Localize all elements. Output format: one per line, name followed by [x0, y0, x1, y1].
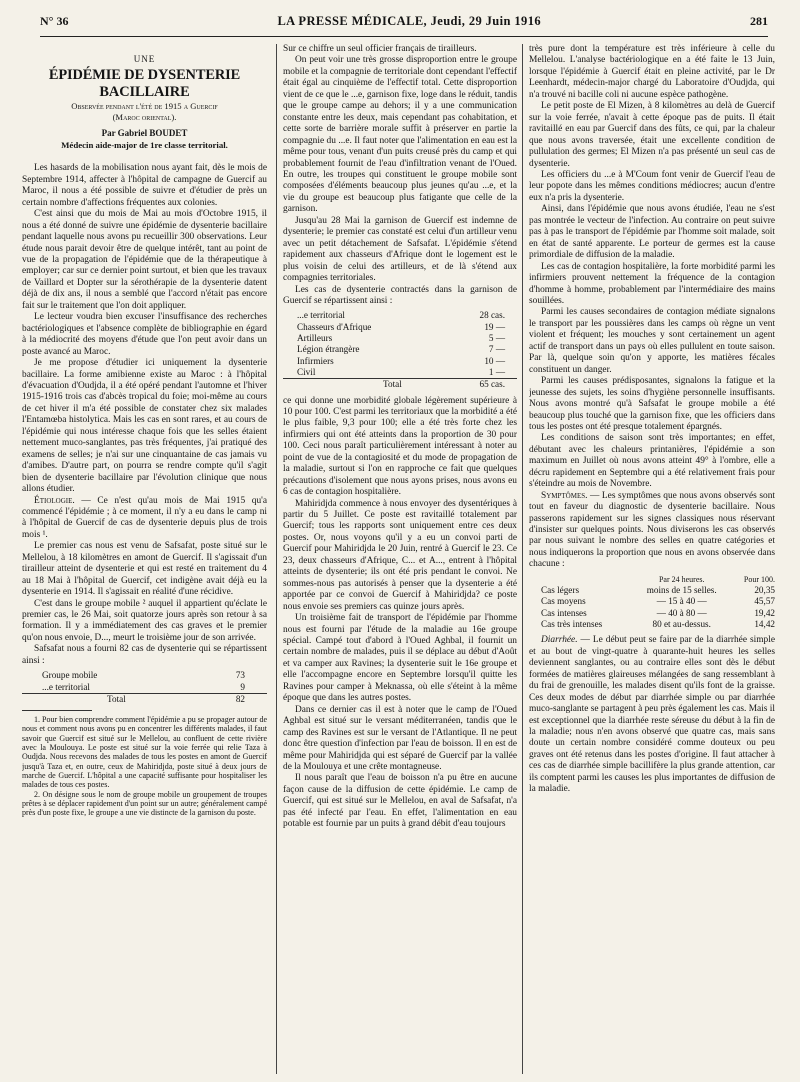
table-total-label: Total — [22, 693, 210, 705]
table-cell-value: 5 — — [488, 333, 505, 344]
paragraph: Parmi les causes prédisposantes, signalons la fatigue et la jeunesse des sujets, les soins d'hygiène personnelle insuffisants. Nous avons montré qu'à Safsafat le groupe mobile a été beaucoup plus touché que la garnison fixe, que les officiers dans tous les postes ont été presque totalement épargnés. — [529, 376, 775, 432]
paragraph-text: — Les symptômes que nous avons observés sont tout en faveur du diagnostic de dysenterie bacillaire. Nous passerons rapidement sur les signes classiques nous réservant d'insister sur quelques points. Nous diviserons les cas observés par nous suivant le nombre des selles en quatre catégories et nous indiquerons la proportion que nous en avons observée dans chacune : — [529, 490, 775, 570]
table-cell-value: 1 — — [488, 366, 505, 377]
table-cell-range: 80 et au-dessus. — [652, 619, 711, 630]
paragraph: Le petit poste de El Mizen, à 8 kilomètres au delà de Guercif sur la voie ferrée, n'avait à cette époque pas de puits. Il était ravitaillé en eau par Guercif dans des fûts, ce qui, par la chaleur que nous avons traversée, était une excellente condition de pullulation des germes; El Mizen n'a pas présenté un seul cas de dysenterie. — [529, 101, 775, 169]
table-row — [529, 608, 775, 619]
table-cell-label: Artilleurs — [297, 333, 333, 344]
paragraph: C'est ainsi que du mois de Mai au mois d'Octobre 1915, il nous a été donné de suivre une épidémie de dysenterie bacillaire pendant laquelle nous avons pu recueillir 300 observations. Leur étude nous parait devoir être de quelque intérêt, tant au point de vue de la propagation de l'épidémie que de la thérapeutique à employer; car sur ce dernier point surtout, et bien que les travaux de Vaillard et Dopter sur la sérothérapie de la dysenterie datent déjà de dix ans, il nous a semblé que l'accord n'était pas encore fait sur le traitement que l'on doit appliquer. — [22, 209, 267, 311]
page-number: 281 — [749, 14, 768, 28]
article-kicker: UNE — [133, 54, 156, 64]
table-row — [22, 682, 267, 694]
table-header-row — [529, 574, 775, 585]
table-cell-label: Civil — [297, 366, 316, 377]
table-total-value: 82 — [210, 693, 267, 705]
table-total-row — [283, 379, 517, 391]
paragraph: Il nous paraît que l'eau de boisson n'a pu être en aucune façon cause de la diffusion de cette épidémie. Le camp de Guercif, qui est situé sur le Mellelou, en aval de Safsafat, n'a pas été infecté par l'eau. En effet, l'alimentation en eau potable est fournie par un puits à grand débit d'eau toujours — [283, 773, 517, 830]
table-cell-value: 45,57 — [754, 596, 775, 607]
column-2 — [283, 44, 517, 1074]
table-header: Par 24 heures. — [658, 574, 705, 584]
table-row — [529, 596, 775, 607]
table-cell-value: 10 — — [484, 355, 505, 366]
paragraph: Parmi les causes secondaires de contagion médiate signalons le transport par les poussières dans les camps où règne un vent violent et fréquent; les mouches y sont certainement un agent actif de transport dans un pays où elles pullulent en toute saison. Par là, quelque soin qu'on y apporte, les matières fécales constituent un danger. — [529, 307, 775, 375]
article-author: Par Gabriel BOUDET — [101, 128, 188, 139]
paragraph: Un troisième fait de transport de l'épidémie par l'homme nous est fourni par l'étude de la maladie au 16e groupe spécial. Campé tout d'abord à l'Oued Aghbal, il fournit un certain nombre de malades, puis il se déplace au début d'Août et va camper aux Ravines; la dysenterie suit le 16e groupe et elle l'accompagne encore en Septembre lorsqu'il quitte les Ravines pour camper à Meknassa, où elle s'éteint à la même époque que dans les autres postes. — [283, 613, 517, 704]
paragraph: Le lecteur voudra bien excuser l'insuffisance des recherches bactériologiques et l'absence complète de bibliographie en égard à la médiocrité des moyens d'étude que l'on peut avoir dans un poste avancé au Maroc. — [22, 312, 267, 357]
paragraph: Safsafat nous a fourni 82 cas de dysenterie qui se répartissent ainsi : — [22, 644, 267, 666]
table-cell-label: Cas très intenses — [541, 619, 603, 630]
table-cell-label: Chasseurs d'Afrique — [297, 321, 372, 332]
paragraph: Sur ce chiffre un seul officier français de tirailleurs. — [283, 44, 477, 54]
article-title: ÉPIDÉMIE DE DYSENTERIE BACILLAIRE — [48, 67, 241, 101]
issue-number: N° 36 — [40, 14, 69, 28]
column-rule-1 — [276, 44, 277, 1074]
paragraph: Jusqu'au 28 Mai la garnison de Guercif est indemne de dysenterie; le premier cas constaté est celui d'un artilleur venu avec un petit détachement de Safsafat. L'épidémie s'étend rapidement aux chasseurs d'Afrique dont le logement est le plus voisin de celui des artilleurs, et de là s'étend aux compagnies territoriales. — [283, 215, 517, 284]
footnote: 1. Pour bien comprendre comment l'épidémie a pu se propager autour de nous et comment nous avons pu en concentrer les différents malades, il faut savoir que Guercif est situé sur le Mellelou, au confluent de cette rivière avec la Moulouya. Le poste est situé sur la voie ferrée qui relie Taza à Oudjda. Nous recevons des malades de tous les postes en amont de Guercif jusqu'à Taza et, en outre, ceux de Mahiridjda, poste situé à deux jours de marche de Guercif. L'hôpital a une capacité suffisante pour hospitaliser les malades de tous ces postes. — [22, 715, 267, 790]
table-cell-value: 28 cas. — [479, 310, 505, 321]
table-row — [529, 619, 775, 630]
page-header — [40, 14, 768, 37]
table-cell-label: Cas moyens — [541, 596, 586, 607]
paragraph-etiology — [22, 496, 267, 542]
table-cell-range: — 40 à 80 — — [656, 607, 707, 618]
table-cell-value: 9 — [240, 681, 245, 692]
guercif-cases-table — [283, 310, 517, 390]
section-label: Symptômes. — [541, 490, 588, 501]
table-row — [283, 356, 517, 367]
paragraph-text: — Le début peut se faire par de la diarrhée simple et au bout de vingt-quatre à quarante-huit heures les selles deviennent sanglantes, ou au contraire elles sont dès le début formées de matières glaireuses mélangées de sang ressemblant à du frai de grenouille, les malades disent qu'ils font de la graisse. Ces deux modes de début par diarrhée simple ou par diarrhée muco-sanglante se partagent à peu près également les cas. Mais il est exceptionnel que la diarrhée reste séreuse du début à la fin de la maladie; nous n'en avons observé que quatre cas, mais sans doute un certain nombre considéré comme douteux ou peu graves ont été retenus dans les postes d'origine. Il faut attacher à ces cas de diarrhée simple bacillifère la plus grande attention, car ils comptent parmi les causes les plus importantes de diffusion de la maladie. — [529, 635, 775, 795]
table-total-value: 65 cas. — [461, 379, 517, 391]
column-3 — [529, 44, 775, 1074]
table-cell-label: ...e territorial — [42, 681, 90, 692]
paragraph: ce qui donne une morbidité globale légèrement supérieure à 10 pour 100. C'est parmi les territoriaux que la morbidité a été le plus faible, 9,3 pour 100; elle a été très forte chez les infirmiers qui ont été atteints dans la proportion de 30 pour 100. Ceci nous paraît particulièrement intéressant à noter au point de vue de la contagiosité et du mode de propagation de la maladie, surtout si l'on en rapproche ce fait que quelques précautions d'isolement que nous ayons prises, nous avons eu 6 cas de contagion hospitalière. — [283, 395, 517, 498]
table-cell-value: 7 — — [488, 344, 505, 355]
table-cell-value: 20,35 — [754, 585, 775, 596]
table-cell-range: moins de 15 selles. — [646, 585, 717, 596]
table-row — [283, 367, 517, 379]
table-row — [22, 670, 267, 681]
table-cell-label: Groupe mobile — [42, 670, 98, 681]
table-cell-value: 73 — [235, 670, 245, 681]
journal-title: LA PRESSE MÉDICALE, Jeudi, 29 Juin 1916 — [277, 14, 542, 28]
table-row — [283, 310, 517, 321]
paragraph: Dans ce dernier cas il est à noter que le camp de l'Oued Aghbal est situé sur le versant méditerranéen, tandis que le camp des Ravines est sur le versant de l'Atlantique. Il ne peut donc être question d'infection par l'eau de boisson. Il en est de même pour Mahiridjda qui est séparé de Guercif par la vallée de la Moulouya et une crête montagneuse. — [283, 704, 517, 772]
table-cell-label: Cas légers — [541, 585, 580, 596]
footnotes — [22, 715, 267, 817]
paragraph: Je me propose d'étudier ici uniquement la dysenterie bacillaire. La forme amibienne existe au Maroc : à l'hôpital d'évacuation d'Oudjda, il a été opéré pendant l'automne et l'hiver 1915-1916 trois cas d'abcès tropical du foie; moi-même au cours de cet hiver il m'a été possible de constater chez six malades l'Entamœba histolytica. Mais les cas en sont rares, et au cours de l'épidémie qui nous intéresse chaque fois que les selles étaient nettement muco-sanglantes, pas très fréquentes, j'ai pratiqué des examens de selles; je n'ai sur une cinquantaine de cas jamais vu d'amibes. D'autre part, on pourra se rendre compte qu'il s'agit bien de dysenterie bacillaire par l'évolution clinique que nous allons étudier. — [22, 358, 267, 495]
stool-frequency-table — [529, 574, 775, 630]
table-total-row — [22, 693, 267, 705]
paragraph: Les cas de dysenterie contractés dans la garnison de Guercif se répartissent ainsi : — [283, 284, 517, 306]
column-rule-2 — [522, 44, 523, 1074]
column-1 — [22, 44, 267, 1074]
table-cell-label: ...e territorial — [297, 310, 345, 321]
paragraph: Ainsi, dans l'épidémie que nous avons étudiée, l'eau ne s'est pas montrée le vecteur de l'infection. Au contraire on peut suivre pas à pas le transport de l'épidémie par l'homme soit malade, soit en état de santé apparente. Le porteur de germes est la cause primordiale de diffusion de la maladie. — [529, 204, 775, 261]
paragraph-text: — Ce n'est qu'au mois de Mai 1915 qu'a commencé l'épidémie ; à ce moment, il n'y a eu dans le camp ni à l'hôpital de Guercif de cas de dysenterie depuis plus de trois mois ¹. — [22, 495, 267, 540]
section-label: Diarrhée. — [541, 635, 578, 646]
table-row — [283, 344, 517, 355]
table-row — [283, 333, 517, 344]
paragraph-diarrhea — [529, 635, 775, 795]
paragraph: Les cas de contagion hospitalière, la forte morbidité parmi les infirmiers prouvent nettement la fréquence de la contagion d'homme à homme, probablement par l'intermédiaire des mains souillées. — [529, 261, 775, 306]
article-author-role: Médecin aide-major de 1re classe territorial. — [61, 139, 228, 150]
paragraph: Les officiers du ...e à M'Coum font venir de Guercif l'eau de leur popote dans les mêmes conditions médiocres; aucun d'entre eux n'a pris la dysenterie. — [529, 169, 775, 203]
table-header: Pour 100. — [743, 574, 775, 584]
table-row — [283, 322, 517, 333]
article-subtitle: Observée pendant l'été de 1915 a Guercif — [71, 101, 218, 112]
paragraph-symptoms — [529, 491, 775, 571]
section-label: Étiologie. — [34, 495, 75, 506]
table-row — [529, 585, 775, 596]
table-cell-label: Légion étrangère — [297, 344, 360, 355]
paragraph: Mahiridjda commence à nous envoyer des dysentériques à partir du 5 Juillet. Ce poste est ravitaillé totalement par Guercif; tous les rapports sont uniquement entre ces deux postes. Or, nous voyons qu'il y a eu un convoi parti de Guercif pour Mahiridjda le 20 Juin, rentré à Guercif le 23. Ce 23, deux chasseurs d'Afrique, C... et A..., entrent à l'hôpital atteints de dysenterie; ils ont été pris pendant le convoi. Ne sommes-nous pas autorisés à penser que la dysenterie a été apportée par ce convoi de Guercif à Mahiridjda? ce poste nous envoie ses premiers cas quinze jours après. — [283, 498, 517, 612]
paragraph: Le premier cas nous est venu de Safsafat, poste situé sur le Mellelou, à 18 kilomètres en amont de Guercif. Il s'agissait d'un tirailleur atteint de dysenterie et qui est resté en traitement du 4 au 18 Mai à l'hôpital de Guercif, cet indigène avait déjà eu la dysenterie en 1914. Il s'agissait en réalité d'une récidive. — [22, 541, 267, 598]
table-cell-range: — 15 à 40 — — [656, 596, 707, 607]
footnote: 2. On désigne sous le nom de groupe mobile un groupement de troupes prêtes à se déplacer rapidement d'un point sur un autre; généralement campé près d'un poste fixe, le groupe a une vie distincte de la garnison du poste. — [22, 789, 267, 818]
paragraph: Les conditions de saison sont très importantes; en effet, débutant avec les chaleurs printanières, l'épidémie a son maximum en Juillet où nous avons atteint 49° à l'ombre, elle a décru rapidement en Septembre qui a été relativement frais pour s'éteindre au mois de Novembre. — [529, 433, 775, 490]
article-subtitle-region: (Maroc oriental). — [112, 111, 177, 122]
table-cell-value: 19,42 — [754, 607, 775, 618]
paragraph: C'est dans le groupe mobile ² auquel il appartient qu'éclate le premier cas, le 26 Mai, soit quatorze jours après son retour à sa formation. Il y a immédiatement des cas graves et le premier qu'on nous envoie, D..., meurt le troisième jour de son arrivée. — [22, 598, 267, 643]
paragraph: très pure dont la température est très inférieure à celle du Mellelou. L'analyse bactériologique en a été faite le 13 Juin, lorsque l'épidémie à Guercif était en pleine activité, par le Dr Leenhardt, médecin-major chargé du Laboratoire d'Oudjda, qui n'a trouvé ni bacille coli ni aucune espèce pathogène. — [529, 44, 775, 100]
table-cell-value: 14,42 — [754, 619, 775, 630]
footnote-divider — [22, 710, 92, 711]
table-total-label: Total — [283, 379, 461, 391]
paragraph: On peut voir une très grosse disproportion entre le groupe mobile et la compagnie de territoriale dont cependant l'effectif était égal au cinquième de l'effectif total. Cette disproportion vient de ce que le ...e, garnison fixe, loge dans le réduit, tandis que le groupe campe au dehors; il y a une communication constante entre les deux, mais cependant pas cohabitation, et cette sorte de barrière morale suffit à préserver en partie la compagnie du ...e. Il faut noter que l'alimentation en eau est la même pour tous, venant d'un puits creusé près du camp et qui probablement fournit de l'eau d'infiltration venant de l'Oued. En outre, les troupes qui constituent le groupe mobile sont composées d'éléments beaucoup plus jeunes qu'au ...e, et la vie du groupe est beaucoup plus fatigante que celle de la garnison. — [283, 55, 517, 215]
table-cell-label: Cas intenses — [541, 607, 587, 618]
table-cell-label: Infirmiers — [297, 355, 334, 366]
safsafat-cases-table — [22, 670, 267, 705]
table-cell-value: 19 — — [484, 321, 505, 332]
paragraph: Les hasards de la mobilisation nous ayant fait, dès le mois de Septembre 1914, affecter à l'hôpital de campagne de Guercif au Maroc, il nous a été possible de suivre et d'étudier de près un certain nombre d'affections fréquentes aux colonies. — [22, 163, 267, 208]
